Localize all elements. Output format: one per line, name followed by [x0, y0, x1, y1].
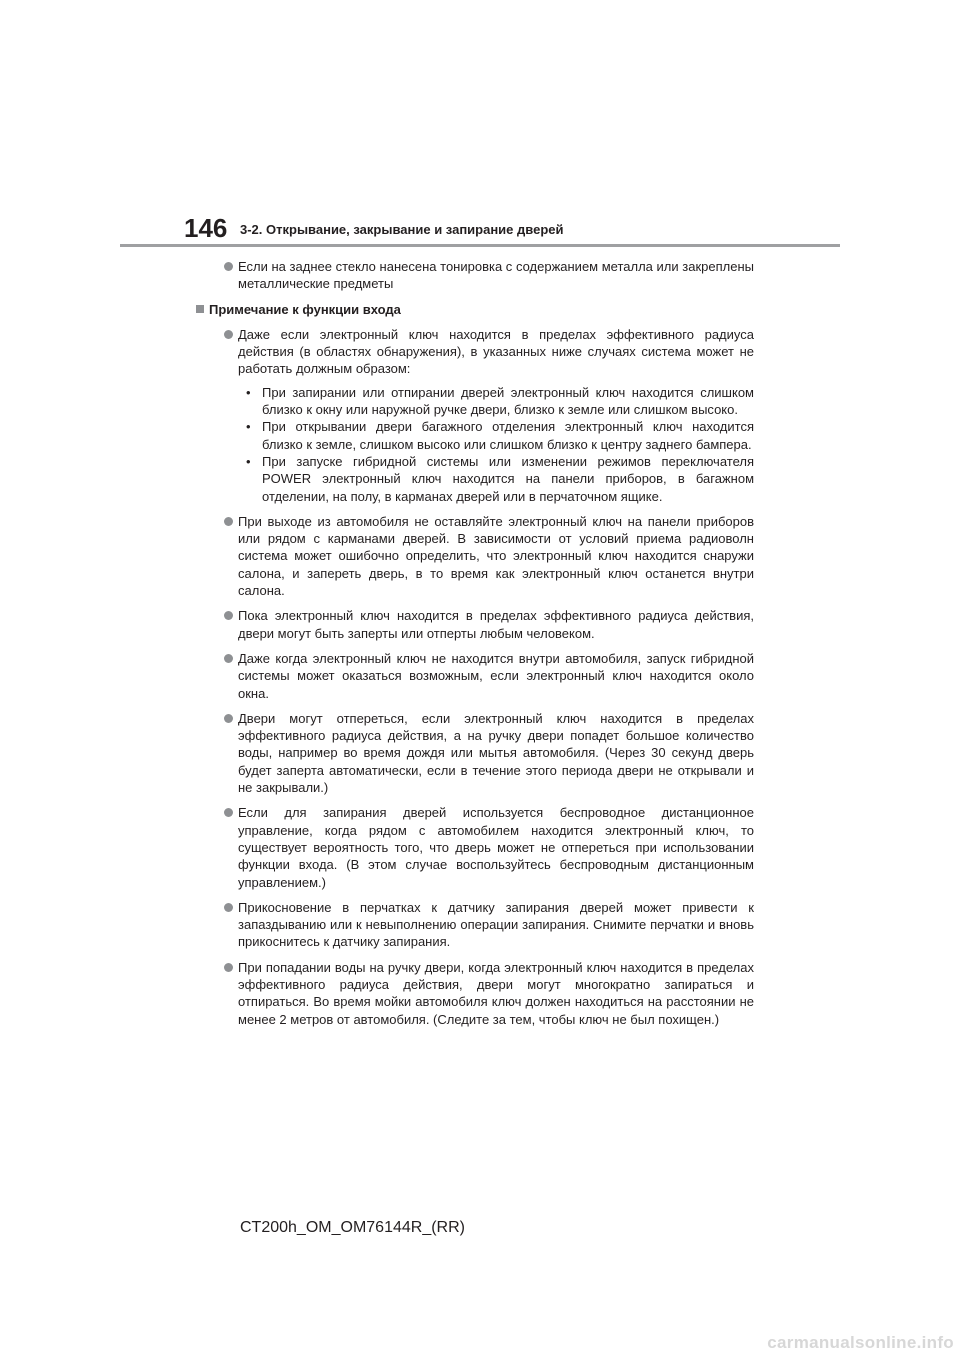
bullet-item	[224, 899, 754, 951]
dot-bullet-icon: •	[246, 419, 251, 435]
round-bullet-icon	[224, 963, 233, 972]
section-title: 3-2. Открывание, закрывание и запирание дверей	[240, 222, 564, 237]
sub-list	[238, 384, 754, 505]
bullet-item	[224, 650, 754, 702]
round-bullet-icon	[224, 654, 233, 663]
bullet-text: Если на заднее стекло нанесена тонировка с содержанием металла или закреплены металлические предметы	[238, 259, 754, 292]
sub-list-item	[238, 384, 754, 419]
bullet-text: Прикосновение в перчатках к датчику запирания дверей может привести к запаздыванию или к невыполнению операции запирания. Снимите перчатки и вновь прикоснитесь к датчику запирания.	[238, 899, 754, 950]
manual-code: CT200h_OM_OM76144R_(RR)	[240, 1219, 465, 1236]
sub-list-item	[238, 418, 754, 453]
watermark-band	[0, 1332, 960, 1358]
sub-list-text: При запирании или отпирании дверей электронный ключ находится слишком близко к окну или наружной ручке двери, близко к земле или слишком высоко.	[262, 384, 754, 418]
bullet-text: Даже когда электронный ключ не находится внутри автомобиля, запуск гибридной системы может оказаться возможным, если электронный ключ находится около окна.	[238, 650, 754, 701]
round-bullet-icon	[224, 611, 233, 620]
round-bullet-icon	[224, 330, 233, 339]
bullet-item	[224, 959, 754, 1028]
page-number: 146	[184, 213, 228, 243]
square-bullet-icon	[196, 305, 204, 313]
dot-bullet-icon: •	[246, 453, 251, 469]
subheading	[196, 301, 754, 318]
bullet-item	[224, 607, 754, 642]
bullet-text: Двери могут отпереться, если электронный ключ находится в пределах эффективного радиуса действия, а на ручку двери попадет большое количество воды, например во время дождя или мытья автомобиля. (Через 30 секунд дверь будет заперта автоматически, если в течение этого периода двери не открывали и не закрывали.)	[238, 710, 754, 796]
round-bullet-icon	[224, 517, 233, 526]
bullet-text: Если для запирания дверей используется беспроводное дистанционное управление, когда рядом с автомобилем находится электронный ключ, то существует вероятность того, что дверь может не отпереться при использовании функции входа. (В этом случае воспользуйтесь беспроводным дистанционным управлением.)	[238, 805, 754, 890]
main-content	[209, 258, 754, 1036]
bullet-item	[224, 513, 754, 599]
watermark-text[interactable]: carmanualsonline.info	[767, 1333, 954, 1352]
sub-list-text: При открывании двери багажного отделения электронный ключ находится близко к земле, слишком высоко или слишком близко к центру заднего бампера.	[262, 419, 754, 452]
bullet-text: При выходе из автомобиля не оставляйте электронный ключ на панели приборов или рядом с карманами дверей. В зависимости от условий приема радиоволн система может ошибочно определить, что электронный ключ находится снаружи салона, и запереть дверь, в то время как электронный ключ останется внутри салона.	[238, 513, 754, 599]
round-bullet-icon	[224, 808, 233, 817]
bullet-item	[224, 326, 754, 505]
bullet-item	[224, 710, 754, 796]
round-bullet-icon	[224, 262, 233, 271]
bullet-item	[224, 804, 754, 890]
sub-list-text: При запуске гибридной системы или изменении режимов переключателя POWER электронный ключ находится на панели приборов, в багажном отделении, на полу, в карманах дверей или в перчаточном ящике.	[262, 453, 754, 504]
round-bullet-icon	[224, 903, 233, 912]
sub-list-item	[238, 453, 754, 505]
header-divider	[120, 244, 840, 247]
dot-bullet-icon: •	[246, 384, 251, 400]
round-bullet-icon	[224, 714, 233, 723]
bullet-text: Даже если электронный ключ находится в пределах эффективного радиуса действия (в областях обнаружения), в указанных ниже случаях система может не работать должным образом:	[238, 326, 754, 377]
bullet-text: Пока электронный ключ находится в пределах эффективного радиуса действия, двери могут быть заперты или отперты любым человеком.	[238, 608, 754, 641]
bullet-item	[224, 258, 754, 293]
subheading-text: Примечание к функции входа	[209, 301, 401, 317]
bullet-text: При попадании воды на ручку двери, когда электронный ключ находится в пределах эффективного радиуса действия, двери могут многократно запираться и отпираться. Во время мойки автомобиля ключ должен находиться на расстоянии не менее 2 метров от автомобиля. (Следите за тем, чтобы ключ не был похищен.)	[238, 959, 754, 1027]
